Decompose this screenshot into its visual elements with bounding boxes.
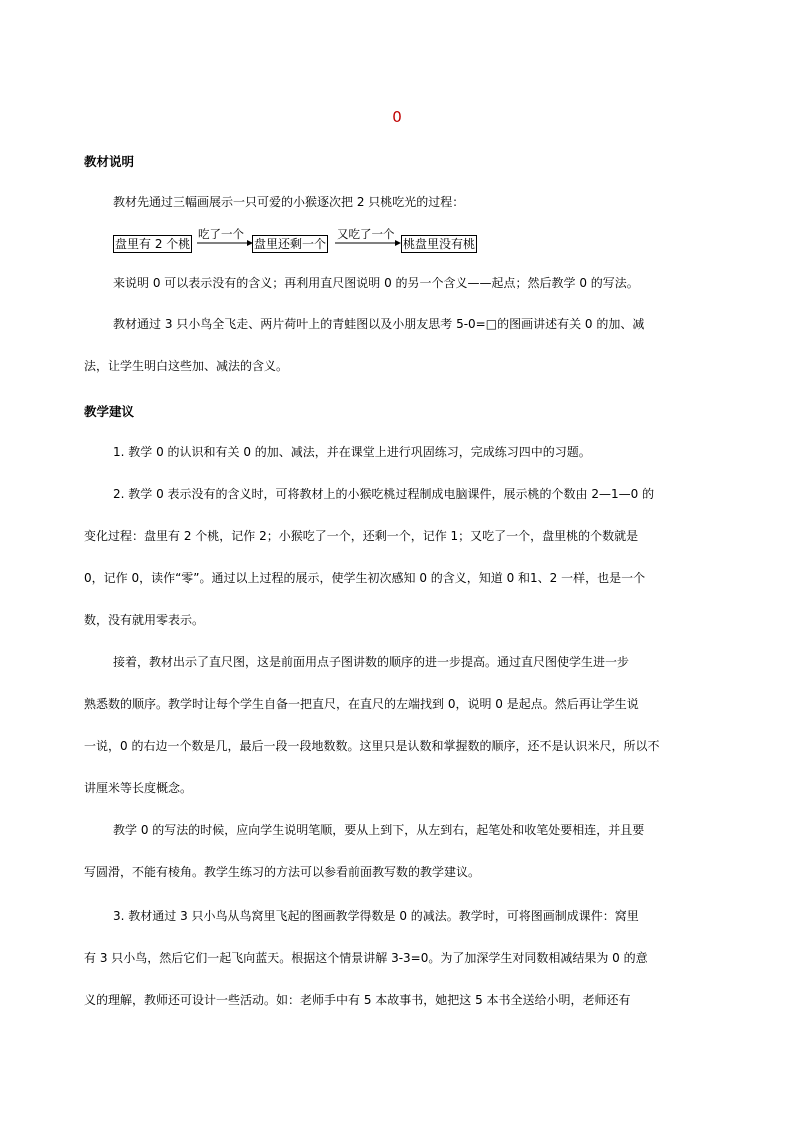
paragraph: 教材通过 3 只小鸟全飞走、两片荷叶上的青蛙图以及小朋友思考 5-0=□的图画讲述有关 0 的加、减: [113, 317, 645, 331]
paragraph: 数，没有就用零表示。: [84, 613, 205, 627]
paragraph: 2. 教学 0 表示没有的含义时，可将教材上的小猴吃桃过程制成电脑课件，展示桃的个数由 2—1—0 的: [113, 487, 655, 501]
paragraph: 法，让学生明白这些加、减法的含义。: [84, 359, 289, 373]
page-title: 0: [392, 108, 402, 126]
paragraph: 教学 0 的写法的时候，应向学生说明笔顺，要从上到下，从左到右，起笔处和收笔处要相连，并且要: [113, 823, 645, 837]
paragraph: 来说明 0 可以表示没有的含义；再利用直尺图说明 0 的另一个含义——起点；然后教学 0 的写法。: [113, 276, 639, 290]
section-heading-textbook-notes: 教材说明: [84, 154, 135, 169]
paragraph: 0，记作 0，读作“零”。通过以上过程的展示，使学生初次感知 0 的含义，知道 0 和1、2 一样，也是一个: [84, 571, 646, 585]
paragraph: 教材先通过三幅画展示一只可爱的小猴逐次把 2 只桃吃光的过程：: [113, 195, 465, 209]
flow-box-plate-one-left: 盘里还剩一个: [254, 237, 327, 251]
flow-arrow-label: 又吃了一个: [337, 227, 395, 241]
flow-box-plate-two-peaches: 盘里有 2 个桃: [115, 237, 191, 251]
paragraph: 1. 教学 0 的认识和有关 0 的加、减法，并在课堂上进行巩固练习，完成练习四中的习题。: [113, 445, 591, 459]
paragraph: 接着，教材出示了直尺图，这是前面用点子图讲数的顺序的进一步提高。通过直尺图使学生进一步: [113, 655, 630, 669]
paragraph: 熟悉数的顺序。教学时让每个学生自备一把直尺，在直尺的左端找到 0，说明 0 是起点。然后再让学生说: [84, 697, 639, 711]
flow-box-plate-empty: 桃盘里没有桃: [403, 237, 476, 251]
flow-arrow-label: 吃了一个: [198, 227, 244, 241]
paragraph: 有 3 只小鸟，然后它们一起飞向蓝天。根据这个情景讲解 3-3=0。为了加深学生对同数相减结果为 0 的意: [84, 951, 648, 965]
process-flow-diagram: [113, 228, 513, 256]
paragraph: 写圆滑，不能有棱角。教学生练习的方法可以参看前面教写数的教学建议。: [84, 865, 481, 879]
section-heading-teaching-suggestions: 教学建议: [84, 404, 135, 419]
paragraph: 讲厘米等长度概念。: [84, 781, 193, 795]
paragraph: 一说，0 的右边一个数是几，最后一段一段地数数。这里只是认数和掌握数的顺序，还不是认识米尺，所以不: [84, 739, 660, 753]
paragraph: 3. 教材通过 3 只小鸟从鸟窝里飞起的图画教学得数是 0 的减法。教学时，可将图画制成课件：窝里: [113, 909, 639, 923]
paragraph: 义的理解，教师还可设计一些活动。如：老师手中有 5 本故事书，她把这 5 本书全送给小明，老师还有: [84, 993, 631, 1007]
paragraph: 变化过程：盘里有 2 个桃，记作 2；小猴吃了一个，还剩一个，记作 1；又吃了一个，盘里桃的个数就是: [84, 529, 639, 543]
